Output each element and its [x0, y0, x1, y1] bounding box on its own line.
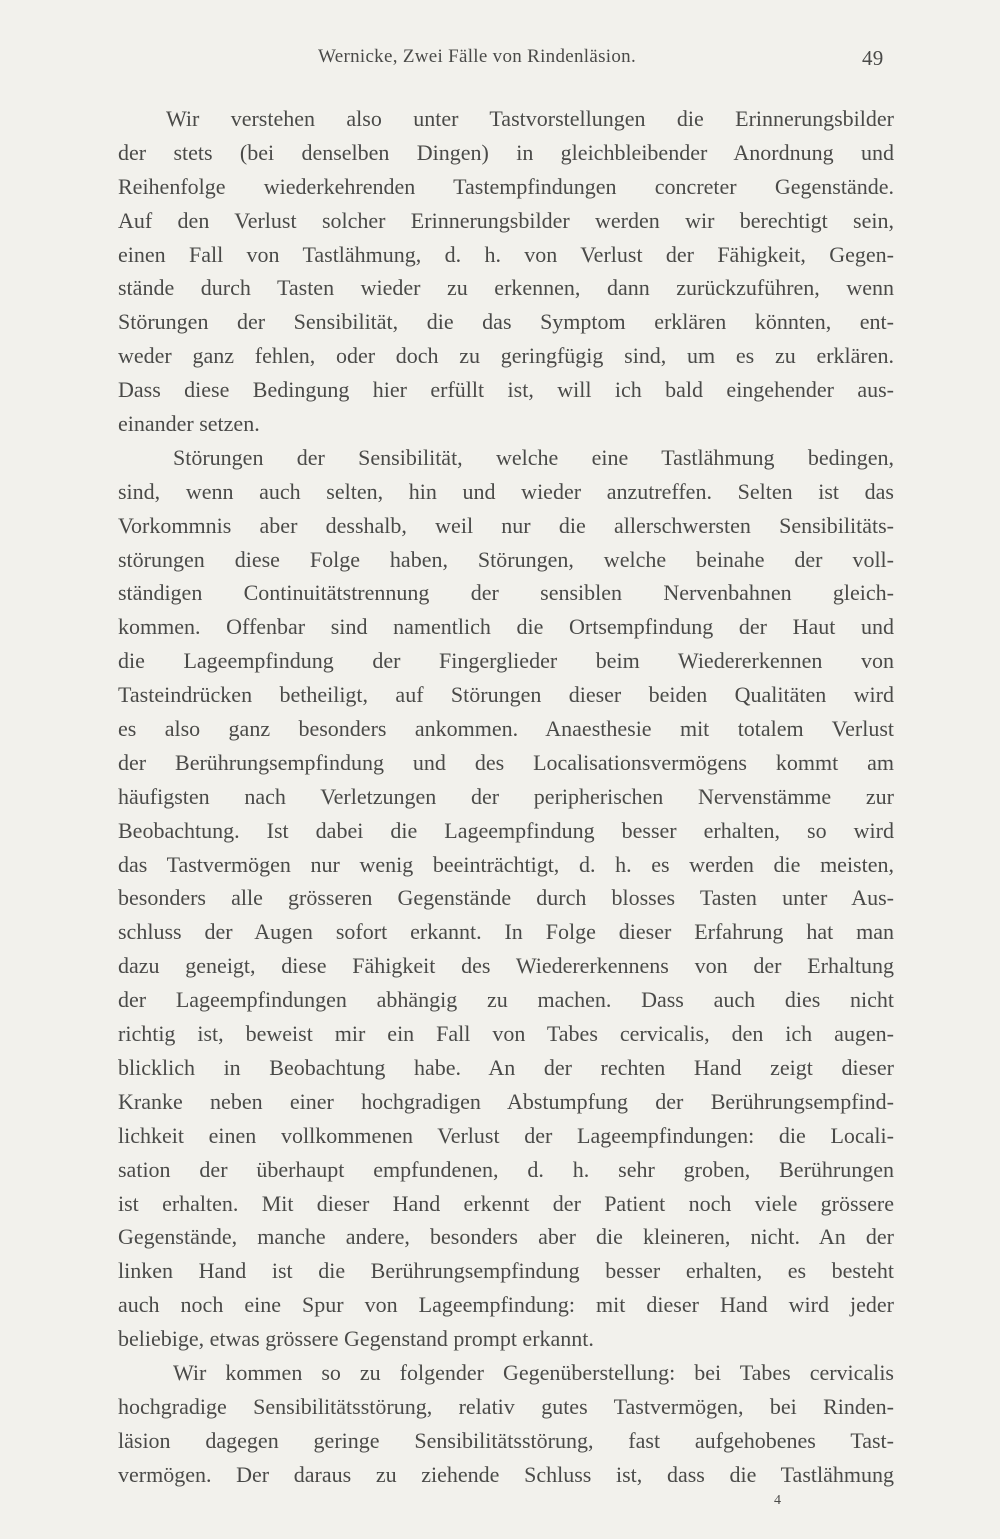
text-line: Störungen der Sensibilität, die das Symptom erklären könnten, ent-: [118, 309, 894, 335]
text-line: es also ganz besonders ankommen. Anaesthesie mit totalem Verlust: [118, 716, 894, 742]
text-line: sind, wenn auch selten, hin und wieder anzutreffen. Selten ist das: [118, 478, 894, 504]
text-line: kommen. Offenbar sind namentlich die Ortsempfindung der Haut und: [118, 614, 894, 640]
text-line: weder ganz fehlen, oder doch zu geringfügig sind, um es zu erklären.: [118, 343, 894, 369]
text-line: störungen diese Folge haben, Störungen, welche beinahe der voll-: [118, 546, 894, 572]
text-line: der stets (bei denselben Dingen) in gleichbleibender Anordnung und: [118, 139, 894, 165]
text-line: richtig ist, beweist mir ein Fall von Tabes cervicalis, den ich augen-: [118, 1021, 894, 1047]
text-line: Störungen der Sensibilität, welche eine Tastlähmung bedingen,: [173, 444, 894, 470]
text-line: ist erhalten. Mit dieser Hand erkennt der Patient noch viele grössere: [118, 1190, 894, 1216]
page-number: 49: [862, 46, 884, 70]
text-line: Vorkommnis aber desshalb, weil nur die allerschwersten Sensibilitäts-: [118, 512, 894, 538]
text-line: vermögen. Der daraus zu ziehende Schluss ist, dass die Tastlähmung: [118, 1461, 894, 1487]
text-line: Beobachtung. Ist dabei die Lageempfindung besser erhalten, so wird: [118, 817, 894, 843]
text-line: blicklich in Beobachtung habe. An der rechten Hand zeigt dieser: [118, 1054, 894, 1080]
text-line: einander setzen.: [118, 411, 260, 437]
text-line: hochgradige Sensibilitätsstörung, relativ gutes Tastvermögen, bei Rinden-: [118, 1393, 894, 1419]
text-line: besonders alle grösseren Gegenstände durch blosses Tasten unter Aus-: [118, 885, 894, 911]
text-line: Kranke neben einer hochgradigen Abstumpfung der Berührungsempfind-: [118, 1088, 894, 1114]
text-line: das Tastvermögen nur wenig beeinträchtigt, d. h. es werden die meisten,: [118, 851, 894, 877]
text-line: schluss der Augen sofort erkannt. In Folge dieser Erfahrung hat man: [118, 919, 894, 945]
text-line: der Berührungsempfindung und des Localisationsvermögens kommt am: [118, 749, 894, 775]
text-line: Auf den Verlust solcher Erinnerungsbilder werden wir berechtigt sein,: [118, 207, 894, 233]
text-line: linken Hand ist die Berührungsempfindung besser erhalten, es besteht: [118, 1258, 894, 1284]
text-line: Dass diese Bedingung hier erfüllt ist, will ich bald eingehender aus-: [118, 377, 894, 403]
text-line: Wir kommen so zu folgender Gegenüberstellung: bei Tabes cervicalis: [173, 1359, 894, 1385]
text-line: häufigsten nach Verletzungen der peripherischen Nervenstämme zur: [118, 783, 894, 809]
text-line: läsion dagegen geringe Sensibilitätsstörung, fast aufgehobenes Tast-: [118, 1427, 894, 1453]
running-header: [0, 46, 1000, 76]
text-line: sation der überhaupt empfundenen, d. h. sehr groben, Berührungen: [118, 1156, 894, 1182]
text-line: dazu geneigt, diese Fähigkeit des Wiedererkennens von der Erhaltung: [118, 953, 894, 979]
text-line: auch noch eine Spur von Lageempfindung: mit dieser Hand wird jeder: [118, 1292, 894, 1318]
text-line: beliebige, etwas grössere Gegenstand prompt erkannt.: [118, 1326, 594, 1352]
text-line: Gegenstände, manche andere, besonders aber die kleineren, nicht. An der: [118, 1224, 894, 1250]
text-line: ständigen Continuitätstrennung der sensiblen Nervenbahnen gleich-: [118, 580, 894, 606]
running-title: Wernicke, Zwei Fälle von Rindenläsion.: [318, 46, 637, 67]
text-line: Tasteindrücken betheiligt, auf Störungen dieser beiden Qualitäten wird: [118, 682, 894, 708]
body-text: [118, 102, 894, 1492]
text-line: der Lageempfindungen abhängig zu machen. Dass auch dies nicht: [118, 987, 894, 1013]
text-line: die Lageempfindung der Fingerglieder beim Wiedererkennen von: [118, 648, 894, 674]
text-line: Wir verstehen also unter Tastvorstellungen die Erinnerungsbilder: [166, 106, 894, 131]
text-line: Reihenfolge wiederkehrenden Tastempfindungen concreter Gegenstände.: [118, 173, 894, 199]
text-line: lichkeit einen vollkommenen Verlust der Lageempfindungen: die Locali-: [118, 1122, 894, 1148]
text-line: stände durch Tasten wieder zu erkennen, dann zurückzuführen, wenn: [118, 275, 894, 301]
text-line: einen Fall von Tastlähmung, d. h. von Verlust der Fähigkeit, Gegen-: [118, 241, 894, 267]
signature-mark: 4: [774, 1493, 781, 1508]
